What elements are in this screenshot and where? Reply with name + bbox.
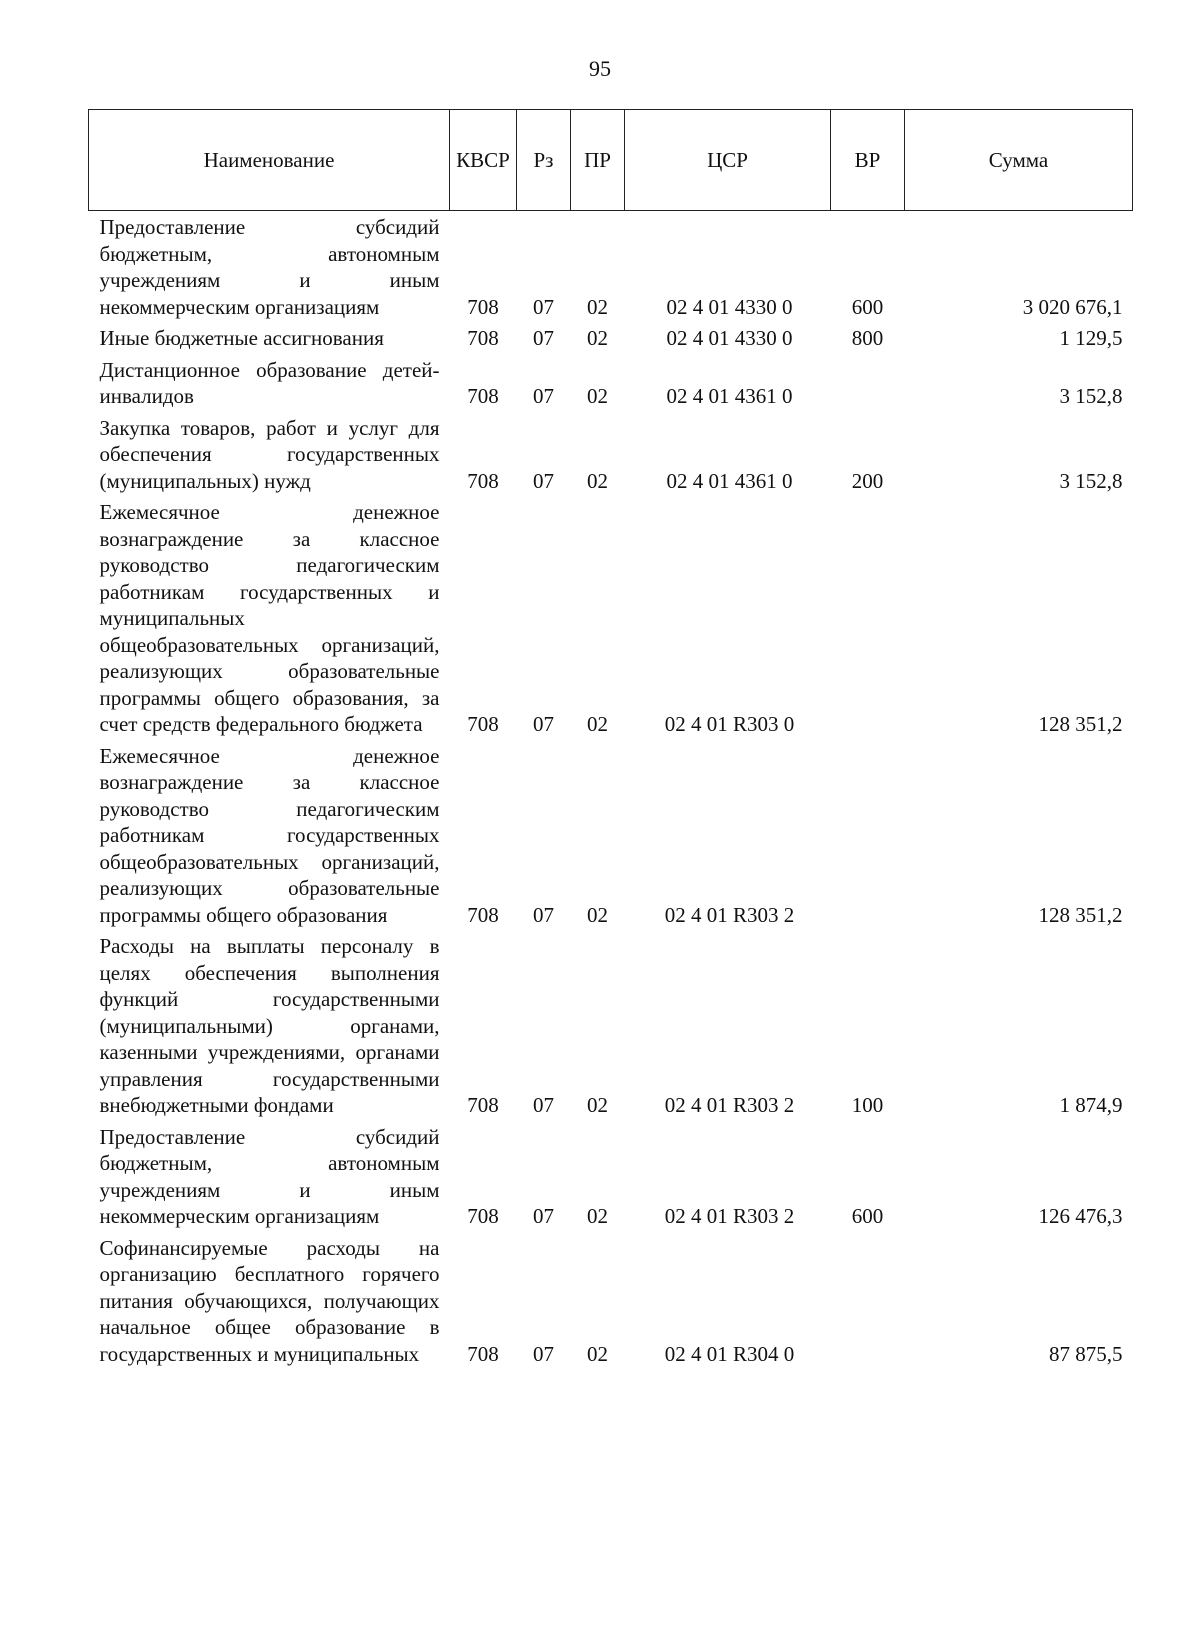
row-kvsr: 708: [467, 468, 499, 493]
row-pr: 02: [587, 294, 608, 319]
row-kvsr: 708: [467, 1341, 499, 1366]
row-pr: 02: [587, 1341, 608, 1366]
row-sum: 3 152,8: [1059, 384, 1123, 408]
header-pr: ПР: [571, 110, 625, 211]
row-pr: 02: [587, 902, 608, 927]
table-row: [89, 354, 1133, 412]
row-name: Иные бюджетные ассигнования: [99, 326, 384, 350]
header-csr: ЦСР: [625, 110, 831, 211]
row-pr: 02: [587, 326, 608, 350]
row-sum: 128 351,2: [1038, 712, 1123, 736]
row-name: Предоставление субсидий бюджетным, автономным учреждениям и иным некоммерческим организациям: [99, 1124, 440, 1228]
row-rz: 07: [533, 468, 554, 493]
header-sum: Сумма: [905, 110, 1133, 211]
header-vr: ВР: [831, 110, 905, 211]
budget-table: [88, 109, 1133, 1369]
row-csr: 02 4 01 R303 0: [664, 712, 795, 736]
row-name: Ежемесячное денежное вознаграждение за классное руководство педагогическим работникам государственных и муниципальных общеобразовательных организаций, реализующих образовательные программы общего образования, за счет средств федерального бюджета: [99, 500, 440, 736]
row-rz: 07: [533, 326, 554, 350]
row-csr: 02 4 01 R303 2: [664, 1204, 795, 1228]
table-row: [89, 496, 1133, 740]
row-pr: 02: [587, 712, 608, 736]
row-rz: 07: [533, 384, 554, 408]
row-vr: 200: [851, 468, 884, 493]
row-kvsr: 708: [467, 384, 499, 408]
row-csr: 02 4 01 R303 2: [664, 902, 795, 927]
table-row: [89, 211, 1133, 323]
row-sum: 1 129,5: [1059, 326, 1123, 350]
row-sum: 126 476,3: [1038, 1204, 1123, 1228]
row-name: Дистанционное образование детей-инвалидов: [99, 357, 440, 408]
row-sum: 3 020 676,1: [1022, 294, 1123, 319]
row-vr: [831, 740, 905, 931]
row-csr: 02 4 01 4330 0: [666, 326, 793, 350]
row-sum: 87 875,5: [1049, 1341, 1123, 1366]
table-row: [89, 1121, 1133, 1232]
row-pr: 02: [587, 1093, 608, 1117]
header-kvsr: КВСР: [450, 110, 517, 211]
row-sum: 128 351,2: [1038, 902, 1123, 927]
table-row: [89, 930, 1133, 1121]
row-csr: 02 4 01 4330 0: [666, 294, 793, 319]
row-kvsr: 708: [467, 712, 499, 736]
table-row: [89, 1232, 1133, 1370]
row-pr: 02: [587, 468, 608, 493]
row-kvsr: 708: [467, 1204, 499, 1228]
row-kvsr: 708: [467, 294, 499, 319]
page-number: 95: [589, 56, 611, 81]
row-rz: 07: [533, 1204, 554, 1228]
row-vr: [831, 354, 905, 412]
row-kvsr: 708: [467, 326, 499, 350]
row-vr: [831, 496, 905, 740]
table-row: [89, 740, 1133, 931]
row-csr: 02 4 01 R304 0: [664, 1341, 795, 1366]
row-rz: 07: [533, 902, 554, 927]
row-csr: 02 4 01 R303 2: [664, 1093, 795, 1117]
table-row: [89, 322, 1133, 354]
row-vr: 100: [851, 1093, 884, 1117]
row-kvsr: 708: [467, 1093, 499, 1117]
row-rz: 07: [533, 1093, 554, 1117]
row-sum: 3 152,8: [1059, 468, 1123, 493]
row-pr: 02: [587, 1204, 608, 1228]
row-name: Софинансируемые расходы на организацию бесплатного горячего питания обучающихся, получающих начальное общее образование в государственных и муниципальных: [99, 1235, 440, 1366]
row-vr: 800: [851, 326, 884, 350]
row-vr: [831, 1232, 905, 1370]
table-row: [89, 412, 1133, 497]
header-rz: Рз: [517, 110, 571, 211]
row-rz: 07: [533, 1341, 554, 1366]
table-header-row: [89, 110, 1133, 211]
header-name: Наименование: [89, 110, 450, 211]
row-sum: 1 874,9: [1059, 1093, 1123, 1117]
row-csr: 02 4 01 4361 0: [666, 384, 793, 408]
row-name: Расходы на выплаты персоналу в целях обеспечения выполнения функций государственными (муниципальными) органами, казенными учреждениями, органами управления государственными внебюджетными фондами: [99, 934, 440, 1117]
row-rz: 07: [533, 712, 554, 736]
row-kvsr: 708: [467, 902, 499, 927]
row-name: Ежемесячное денежное вознаграждение за классное руководство педагогическим работникам государственных общеобразовательных организаций, реализующих образовательные программы общего образования: [99, 743, 440, 927]
row-pr: 02: [587, 384, 608, 408]
row-rz: 07: [533, 294, 554, 319]
row-vr: 600: [851, 294, 884, 319]
row-vr: 600: [851, 1204, 884, 1228]
row-csr: 02 4 01 4361 0: [666, 468, 793, 493]
row-name: Закупка товаров, работ и услуг для обеспечения государственных (муниципальных) нужд: [99, 415, 440, 493]
row-name: Предоставление субсидий бюджетным, автономным учреждениям и иным некоммерческим организациям: [99, 215, 440, 319]
